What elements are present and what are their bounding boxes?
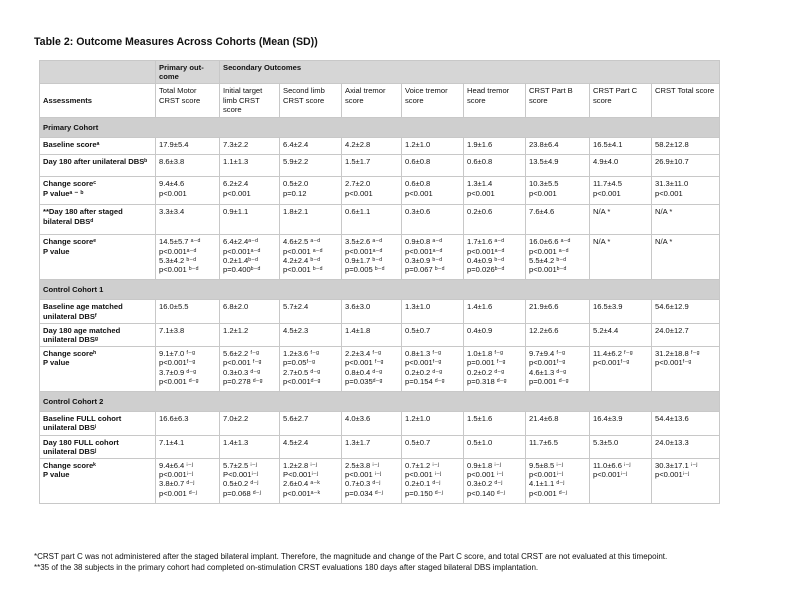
outcome-table (39, 60, 720, 504)
assessments-header: Assessments (40, 84, 156, 118)
header-group-row (40, 61, 720, 84)
table-cell: 9.7±9.4 ᶠ⁻ᵍ p<0.001ᶠ⁻ᵍ 4.6±1.3 ᵈ⁻ᵍ p=0.001 ᵈ⁻ᵍ (526, 347, 590, 392)
table-cell: 24.0±13.3 (652, 435, 720, 458)
table-cell: 4.5±2.4 (280, 435, 342, 458)
table-row (40, 459, 720, 504)
table-cell: 12.2±6.6 (526, 323, 590, 346)
column-header: Voice tremor score (402, 84, 464, 118)
table-cell: 4.2±2.8 (342, 138, 402, 155)
table-cell: 11.7±6.5 (526, 435, 590, 458)
primary-outcome-header: Primary out-come (156, 61, 220, 84)
column-header: Second limb CRST score (280, 84, 342, 118)
table-cell: 1.4±1.8 (342, 323, 402, 346)
table-cell: 1.9±1.6 (464, 138, 526, 155)
table-cell: 21.4±6.8 (526, 412, 590, 435)
table-cell: 0.3±0.6 (402, 205, 464, 235)
table-cell: 0.5±2.0 p=0.12 (280, 177, 342, 205)
table-cell: 9.5±8.5 ⁱ⁻ʲ p<0.001ⁱ⁻ʲ 4.1±1.1 ᵈ⁻ʲ p<0.001 ᵈ⁻ʲ (526, 459, 590, 504)
table-cell: 17.9±5.4 (156, 138, 220, 155)
table-cell: 9.4±4.6 p<0.001 (156, 177, 220, 205)
table-cell: 0.9±1.8 ⁱ⁻ʲ p<0.001 ⁱ⁻ʲ 0.3±0.2 ᵈ⁻ʲ p<0.140 ᵈ⁻ʲ (464, 459, 526, 504)
section-title: Control Cohort 2 (40, 392, 720, 412)
row-label: Day 180 after unilateral DBSᵇ (40, 155, 156, 177)
table-cell: N/A * (652, 235, 720, 280)
column-header: Initial target limb CRST score (220, 84, 280, 118)
column-header: CRST Part C score (590, 84, 652, 118)
table-cell: 10.3±5.5 p<0.001 (526, 177, 590, 205)
table-cell: 7.1±4.1 (156, 435, 220, 458)
table-cell: 0.6±1.1 (342, 205, 402, 235)
table-cell: 0.9±1.1 (220, 205, 280, 235)
table-cell: 1.2±1.0 (402, 412, 464, 435)
table-row (40, 235, 720, 280)
table-row (40, 323, 720, 346)
table-cell: 8.6±3.8 (156, 155, 220, 177)
table-cell: 4.5±2.3 (280, 323, 342, 346)
table-cell: 16.0±5.5 (156, 300, 220, 323)
table-cell: 23.8±6.4 (526, 138, 590, 155)
table-cell: 1.4±1.3 (220, 435, 280, 458)
section-title: Primary Cohort (40, 118, 720, 138)
table-cell: 0.2±0.6 (464, 205, 526, 235)
column-header: Head tremor score (464, 84, 526, 118)
table-cell: 2.5±3.8 ⁱ⁻ʲ p<0.001 ⁱ⁻ʲ 0.7±0.3 ᵈ⁻ʲ p=0.034 ᵈ⁻ʲ (342, 459, 402, 504)
table-cell: 1.1±1.3 (220, 155, 280, 177)
table-cell: 24.0±12.7 (652, 323, 720, 346)
column-header: CRST Total score (652, 84, 720, 118)
table-row (40, 435, 720, 458)
table-cell: 1.3±1.4 p<0.001 (464, 177, 526, 205)
table-cell: N/A * (590, 235, 652, 280)
table-cell: 31.2±18.8 ᶠ⁻ᵍ p<0.001ᶠ⁻ᵍ (652, 347, 720, 392)
table-cell: 5.7±2.4 (280, 300, 342, 323)
table-cell: 30.3±17.1 ⁱ⁻ʲ p<0.001ⁱ⁻ʲ (652, 459, 720, 504)
table-cell: 0.5±1.0 (464, 435, 526, 458)
table-cell: 5.7±2.5 ⁱ⁻ʲ P<0.001ⁱ⁻ʲ 0.5±0.2 ᵈ⁻ʲ p=0.068 ᵈ⁻ʲ (220, 459, 280, 504)
table-cell: 14.5±5.7 ᵃ⁻ᵈ p<0.001ᵃ⁻ᵈ 5.3±4.2 ᵇ⁻ᵈ p<0.001 ᵇ⁻ᵈ (156, 235, 220, 280)
table-cell: 7.6±4.6 (526, 205, 590, 235)
table-cell: 11.0±6.6 ⁱ⁻ʲ p<0.001ⁱ⁻ʲ (590, 459, 652, 504)
table-cell: 2.7±2.0 p<0.001 (342, 177, 402, 205)
table-cell: 16.0±6.6 ᵃ⁻ᵈ p<0.001 ᵃ⁻ᵈ 5.5±4.2 ᵇ⁻ᵈ p<0.001ᵇ⁻ᵈ (526, 235, 590, 280)
table-cell: 13.5±4.9 (526, 155, 590, 177)
table-cell: 16.5±3.9 (590, 300, 652, 323)
table-cell: 11.7±4.5 p<0.001 (590, 177, 652, 205)
section-row (40, 392, 720, 412)
table-cell: 7.3±2.2 (220, 138, 280, 155)
footnote-2: **35 of the 38 subjects in the primary cohort had completed on-stimulation CRST evaluations 180 days after staged bilateral DBS implantation. (34, 563, 539, 572)
section-title: Control Cohort 1 (40, 280, 720, 300)
row-label: Day 180 age matched unilateral DBSᵍ (40, 323, 156, 346)
header-columns-row (40, 84, 720, 118)
table-cell: 16.6±6.3 (156, 412, 220, 435)
table-cell: 26.9±10.7 (652, 155, 720, 177)
table-cell: 1.7±1.6 ᵃ⁻ᵈ p<0.001ᵃ⁻ᵈ 0.4±0.9 ᵇ⁻ᵈ p=0.026ᵇ⁻ᵈ (464, 235, 526, 280)
row-label: **Day 180 after staged bilateral DBSᵈ (40, 205, 156, 235)
row-label: Baseline age matched unilateral DBSᶠ (40, 300, 156, 323)
table-cell: 9.1±7.0 ᶠ⁻ᵍ p<0.001ᶠ⁻ᵍ 3.7±0.9 ᵈ⁻ᵍ p<0.001 ᵈ⁻ᵍ (156, 347, 220, 392)
row-label: Change scoreᵉ P value (40, 235, 156, 280)
table-cell: 1.3±1.0 (402, 300, 464, 323)
table-cell: 7.0±2.2 (220, 412, 280, 435)
table-cell: 4.0±3.6 (342, 412, 402, 435)
table-cell: 0.5±0.7 (402, 323, 464, 346)
table-cell: 3.5±2.6 ᵃ⁻ᵈ p<0.001ᵃ⁻ᵈ 0.9±1.7 ᵇ⁻ᵈ p=0.005 ᵇ⁻ᵈ (342, 235, 402, 280)
table-cell: 6.2±2.4 p<0.001 (220, 177, 280, 205)
table-cell: 6.4±2.4ᵃ⁻ᵈ p<0.001ᵃ⁻ᵈ 0.2±1.4ᵇ⁻ᵈ p=0.400ᵇ⁻ᵈ (220, 235, 280, 280)
table-cell: 16.4±3.9 (590, 412, 652, 435)
table-cell: 6.4±2.4 (280, 138, 342, 155)
row-label: Baseline scoreᵃ (40, 138, 156, 155)
table-cell: 1.5±1.7 (342, 155, 402, 177)
table-cell: 9.4±6.4 ⁱ⁻ʲ p<0.001ⁱ⁻ʲ 3.8±0.7 ᵈ⁻ʲ p<0.001 ᵈ⁻ʲ (156, 459, 220, 504)
table-cell: 5.9±2.2 (280, 155, 342, 177)
table-title: Table 2: Outcome Measures Across Cohorts (Mean (SD)) (34, 36, 318, 48)
row-label: Day 180 FULL cohort unilateral DBSʲ (40, 435, 156, 458)
table-cell: 7.1±3.8 (156, 323, 220, 346)
row-label: Change scoreᶜ P valueᵃ ⁻ ᵇ (40, 177, 156, 205)
table-cell: 1.5±1.6 (464, 412, 526, 435)
table-cell: 0.8±1.3 ᶠ⁻ᵍ p<0.001ᶠ⁻ᵍ 0.2±0.2 ᵈ⁻ᵍ p=0.154 ᵈ⁻ᵍ (402, 347, 464, 392)
section-row (40, 280, 720, 300)
footnote-1: *CRST part C was not administered after the staged bilateral implant. Therefore, the magnitude and change of the Part C score, and total CRST are not evaluated at this timepoint. (34, 552, 668, 561)
table-cell: 1.2±1.0 (402, 138, 464, 155)
table-row (40, 155, 720, 177)
table-cell: 0.5±0.7 (402, 435, 464, 458)
table-cell: 1.0±1.8 ᶠ⁻ᵍ p=0.001 ᶠ⁻ᵍ 0.2±0.2 ᵈ⁻ᵍ p=0.318 ᵈ⁻ᵍ (464, 347, 526, 392)
section-row (40, 118, 720, 138)
table-cell: 0.6±0.8 (402, 155, 464, 177)
table-row (40, 412, 720, 435)
table-cell: 4.6±2.5 ᵃ⁻ᵈ p<0.001 ᵃ⁻ᵈ 4.2±2.4 ᵇ⁻ᵈ p<0.001 ᵇ⁻ᵈ (280, 235, 342, 280)
table-cell: 0.6±0.8 (464, 155, 526, 177)
table-cell: 54.6±12.9 (652, 300, 720, 323)
table-cell: 0.9±0.8 ᵃ⁻ᵈ p<0.001ᵃ⁻ᵈ 0.3±0.9 ᵇ⁻ᵈ p=0.067 ᵇ⁻ᵈ (402, 235, 464, 280)
table-cell: 3.6±3.0 (342, 300, 402, 323)
table-cell: 1.8±2.1 (280, 205, 342, 235)
column-header: Axial tremor score (342, 84, 402, 118)
table-cell: 58.2±12.8 (652, 138, 720, 155)
table-cell: 0.7±1.2 ⁱ⁻ʲ p<0.001 ⁱ⁻ʲ 0.2±0.1 ᵈ⁻ʲ p=0.150 ᵈ⁻ʲ (402, 459, 464, 504)
table-cell: 1.4±1.6 (464, 300, 526, 323)
table-cell: 0.4±0.9 (464, 323, 526, 346)
table-row (40, 138, 720, 155)
table-cell: 6.8±2.0 (220, 300, 280, 323)
row-label: Change scoreᵏ P value (40, 459, 156, 504)
secondary-outcomes-header: Secondary Outcomes (220, 61, 720, 84)
table-cell: 21.9±6.6 (526, 300, 590, 323)
table-cell: 3.3±3.4 (156, 205, 220, 235)
row-label: Change scoreʰ P value (40, 347, 156, 392)
table-row (40, 177, 720, 205)
table-cell: N/A * (652, 205, 720, 235)
table-cell: 1.2±1.2 (220, 323, 280, 346)
table-cell: N/A * (590, 205, 652, 235)
table-cell: 1.2±3.6 ᶠ⁻ᵍ p=0.05ᶠ⁻ᵍ 2.7±0.5 ᵈ⁻ᵍ p<0.001ᵈ⁻ᵍ (280, 347, 342, 392)
table-row (40, 205, 720, 235)
table-cell: 0.6±0.8 p<0.001 (402, 177, 464, 205)
table-cell: 4.9±4.0 (590, 155, 652, 177)
row-label: Baseline FULL cohort unilateral DBSⁱ (40, 412, 156, 435)
table-cell: 11.4±6.2 ᶠ⁻ᵍ p<0.001ᶠ⁻ᵍ (590, 347, 652, 392)
table-cell: 5.6±2.2 ᶠ⁻ᵍ p<0.001 ᶠ⁻ᵍ 0.3±0.3 ᵈ⁻ᵍ p=0.278 ᵈ⁻ᵍ (220, 347, 280, 392)
table-cell: 54.4±13.6 (652, 412, 720, 435)
table-row (40, 347, 720, 392)
column-header: CRST Part B score (526, 84, 590, 118)
table-cell: 5.3±5.0 (590, 435, 652, 458)
table-row (40, 300, 720, 323)
table-cell: 1.2±2.8 ⁱ⁻ʲ P<0.001ⁱ⁻ʲ 2.6±0.4 ᵃ⁻ᵏ p<0.001ᵃ⁻ᵏ (280, 459, 342, 504)
table-cell: 2.2±3.4 ᶠ⁻ᵍ p<0.001 ᶠ⁻ᵍ 0.8±0.4 ᵈ⁻ᵍ p=0.035ᵈ⁻ᵍ (342, 347, 402, 392)
table-cell: 5.6±2.7 (280, 412, 342, 435)
table-cell: 1.3±1.7 (342, 435, 402, 458)
column-header: Total Motor CRST score (156, 84, 220, 118)
table-cell: 31.3±11.0 p<0.001 (652, 177, 720, 205)
table-cell: 16.5±4.1 (590, 138, 652, 155)
table-cell: 5.2±4.4 (590, 323, 652, 346)
header-empty-cell (40, 61, 156, 84)
